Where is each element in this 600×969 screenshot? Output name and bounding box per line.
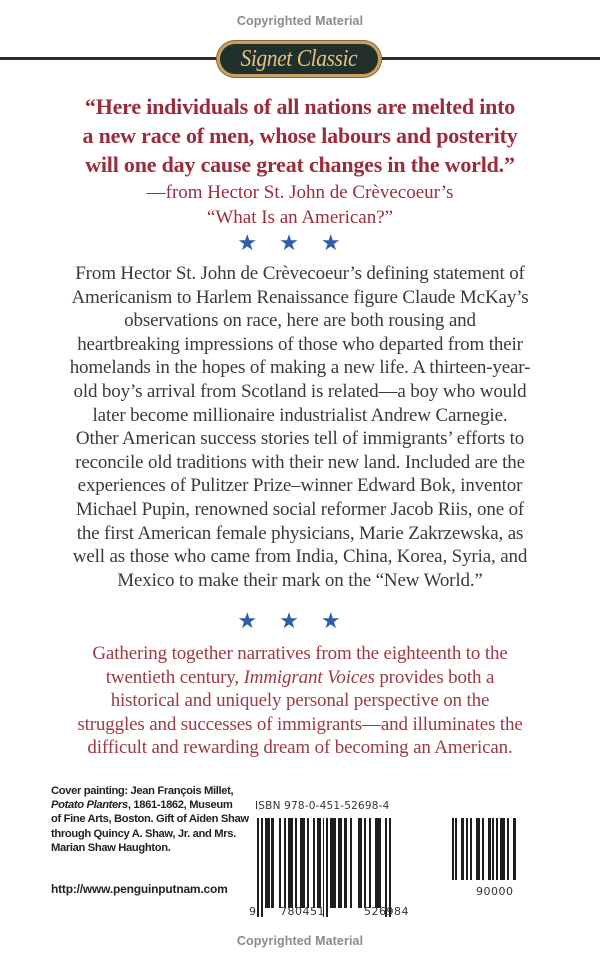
description-line: homelands in the hopes of making a new life. A thirteen-year- (69, 357, 531, 379)
description-line: heartbreaking impressions of those who departed from their (77, 333, 523, 355)
description-line: experiences of Pulitzer Prize–winner Edward Bok, inventor (77, 475, 523, 497)
isbn-barcode (257, 818, 391, 908)
star-icon: ★ (320, 608, 363, 633)
attribution-line: —from Hector St. John de Crèvecoeur’s (146, 182, 454, 203)
epigraph-quote (0, 92, 600, 179)
logo-plate (220, 44, 378, 74)
description-line: old boy’s arrival from Scotland is related—a boy who would (73, 380, 527, 402)
price-addon-barcode (452, 818, 516, 880)
star-icon: ★ (279, 230, 321, 255)
barcode-digits-right: 526984 (364, 905, 409, 918)
description-line: Michael Pupin, renowned social reformer Jacob Riis, one of (75, 498, 525, 520)
description-line: Other American success stories tell of immigrants’ efforts to (75, 428, 525, 450)
quote-attribution (0, 180, 600, 230)
quote-line: “Here individuals of all nations are melted into (84, 94, 516, 119)
star-icon: ★ (237, 230, 280, 255)
painting-title: Potato Planters (51, 799, 128, 812)
closing-line: struggles and successes of immigrants—and illuminates the (77, 713, 523, 735)
description-line: reconcile old traditions with their new land. Included are the (75, 451, 525, 473)
closing-line: Gathering together narratives from the eighteenth to the (92, 643, 508, 664)
description-line: the first American female physicians, Marie Zakrzewska, as (76, 522, 524, 544)
description-line: observations on race, here are both rousing and (124, 310, 476, 332)
closing-line: historical and uniquely personal perspective on the (110, 690, 490, 712)
description-line: later become millionaire industrialist Andrew Carnegie. (92, 404, 508, 426)
star-separator-bottom (0, 608, 600, 634)
quote-line: will one day cause great changes in the world.” (85, 152, 515, 177)
logo-text: Signet Classic (240, 45, 358, 72)
brand-rule-left (0, 57, 222, 60)
star-separator-top (0, 230, 600, 256)
description-line: well as those who came from India, China, Korea, Syria, and (72, 546, 528, 568)
barcode-digits-left: 780451 (280, 905, 325, 918)
signet-classic-logo (216, 40, 382, 78)
cover-credit: Cover painting: Jean François Millet, Potato Planters, 1861-1862, Museum of Fine Arts, Boston. Gift of Aiden Shaw through Quincy A. Shaw, Jr. and Mrs. Marian Shaw Haughton. (51, 785, 249, 854)
publisher-website-link[interactable]: http://www.penguinputnam.com (51, 882, 228, 896)
closing-line: difficult and rewarding dream of becoming an American. (87, 737, 513, 759)
book-description (22, 262, 578, 592)
quote-line: a new race of men, whose labours and posterity (82, 123, 518, 148)
barcode-addon-digits: 90000 (476, 885, 514, 898)
barcode-digit-first: 9 (249, 905, 257, 918)
star-icon: ★ (237, 608, 280, 633)
closing-paragraph (22, 642, 578, 760)
description-line: Mexico to make their mark on the “New World.” (117, 569, 483, 591)
star-icon: ★ (320, 230, 363, 255)
brand-rule-right (378, 57, 600, 60)
star-icon: ★ (279, 608, 321, 633)
book-title: Immigrant Voices (243, 666, 375, 688)
attribution-line: “What Is an American?” (206, 207, 394, 228)
description-line: From Hector St. John de Crèvecoeur’s defining statement of (75, 263, 525, 284)
description-line: Americanism to Harlem Renaissance figure Claude McKay’s (71, 286, 529, 308)
copyright-watermark-top: Copyrighted Material (236, 14, 364, 28)
closing-line: twentieth century, Immigrant Voices provides both a (105, 666, 495, 688)
copyright-watermark-bottom: Copyrighted Material (236, 934, 364, 948)
isbn-label: ISBN 978-0-451-52698-4 (255, 800, 390, 812)
